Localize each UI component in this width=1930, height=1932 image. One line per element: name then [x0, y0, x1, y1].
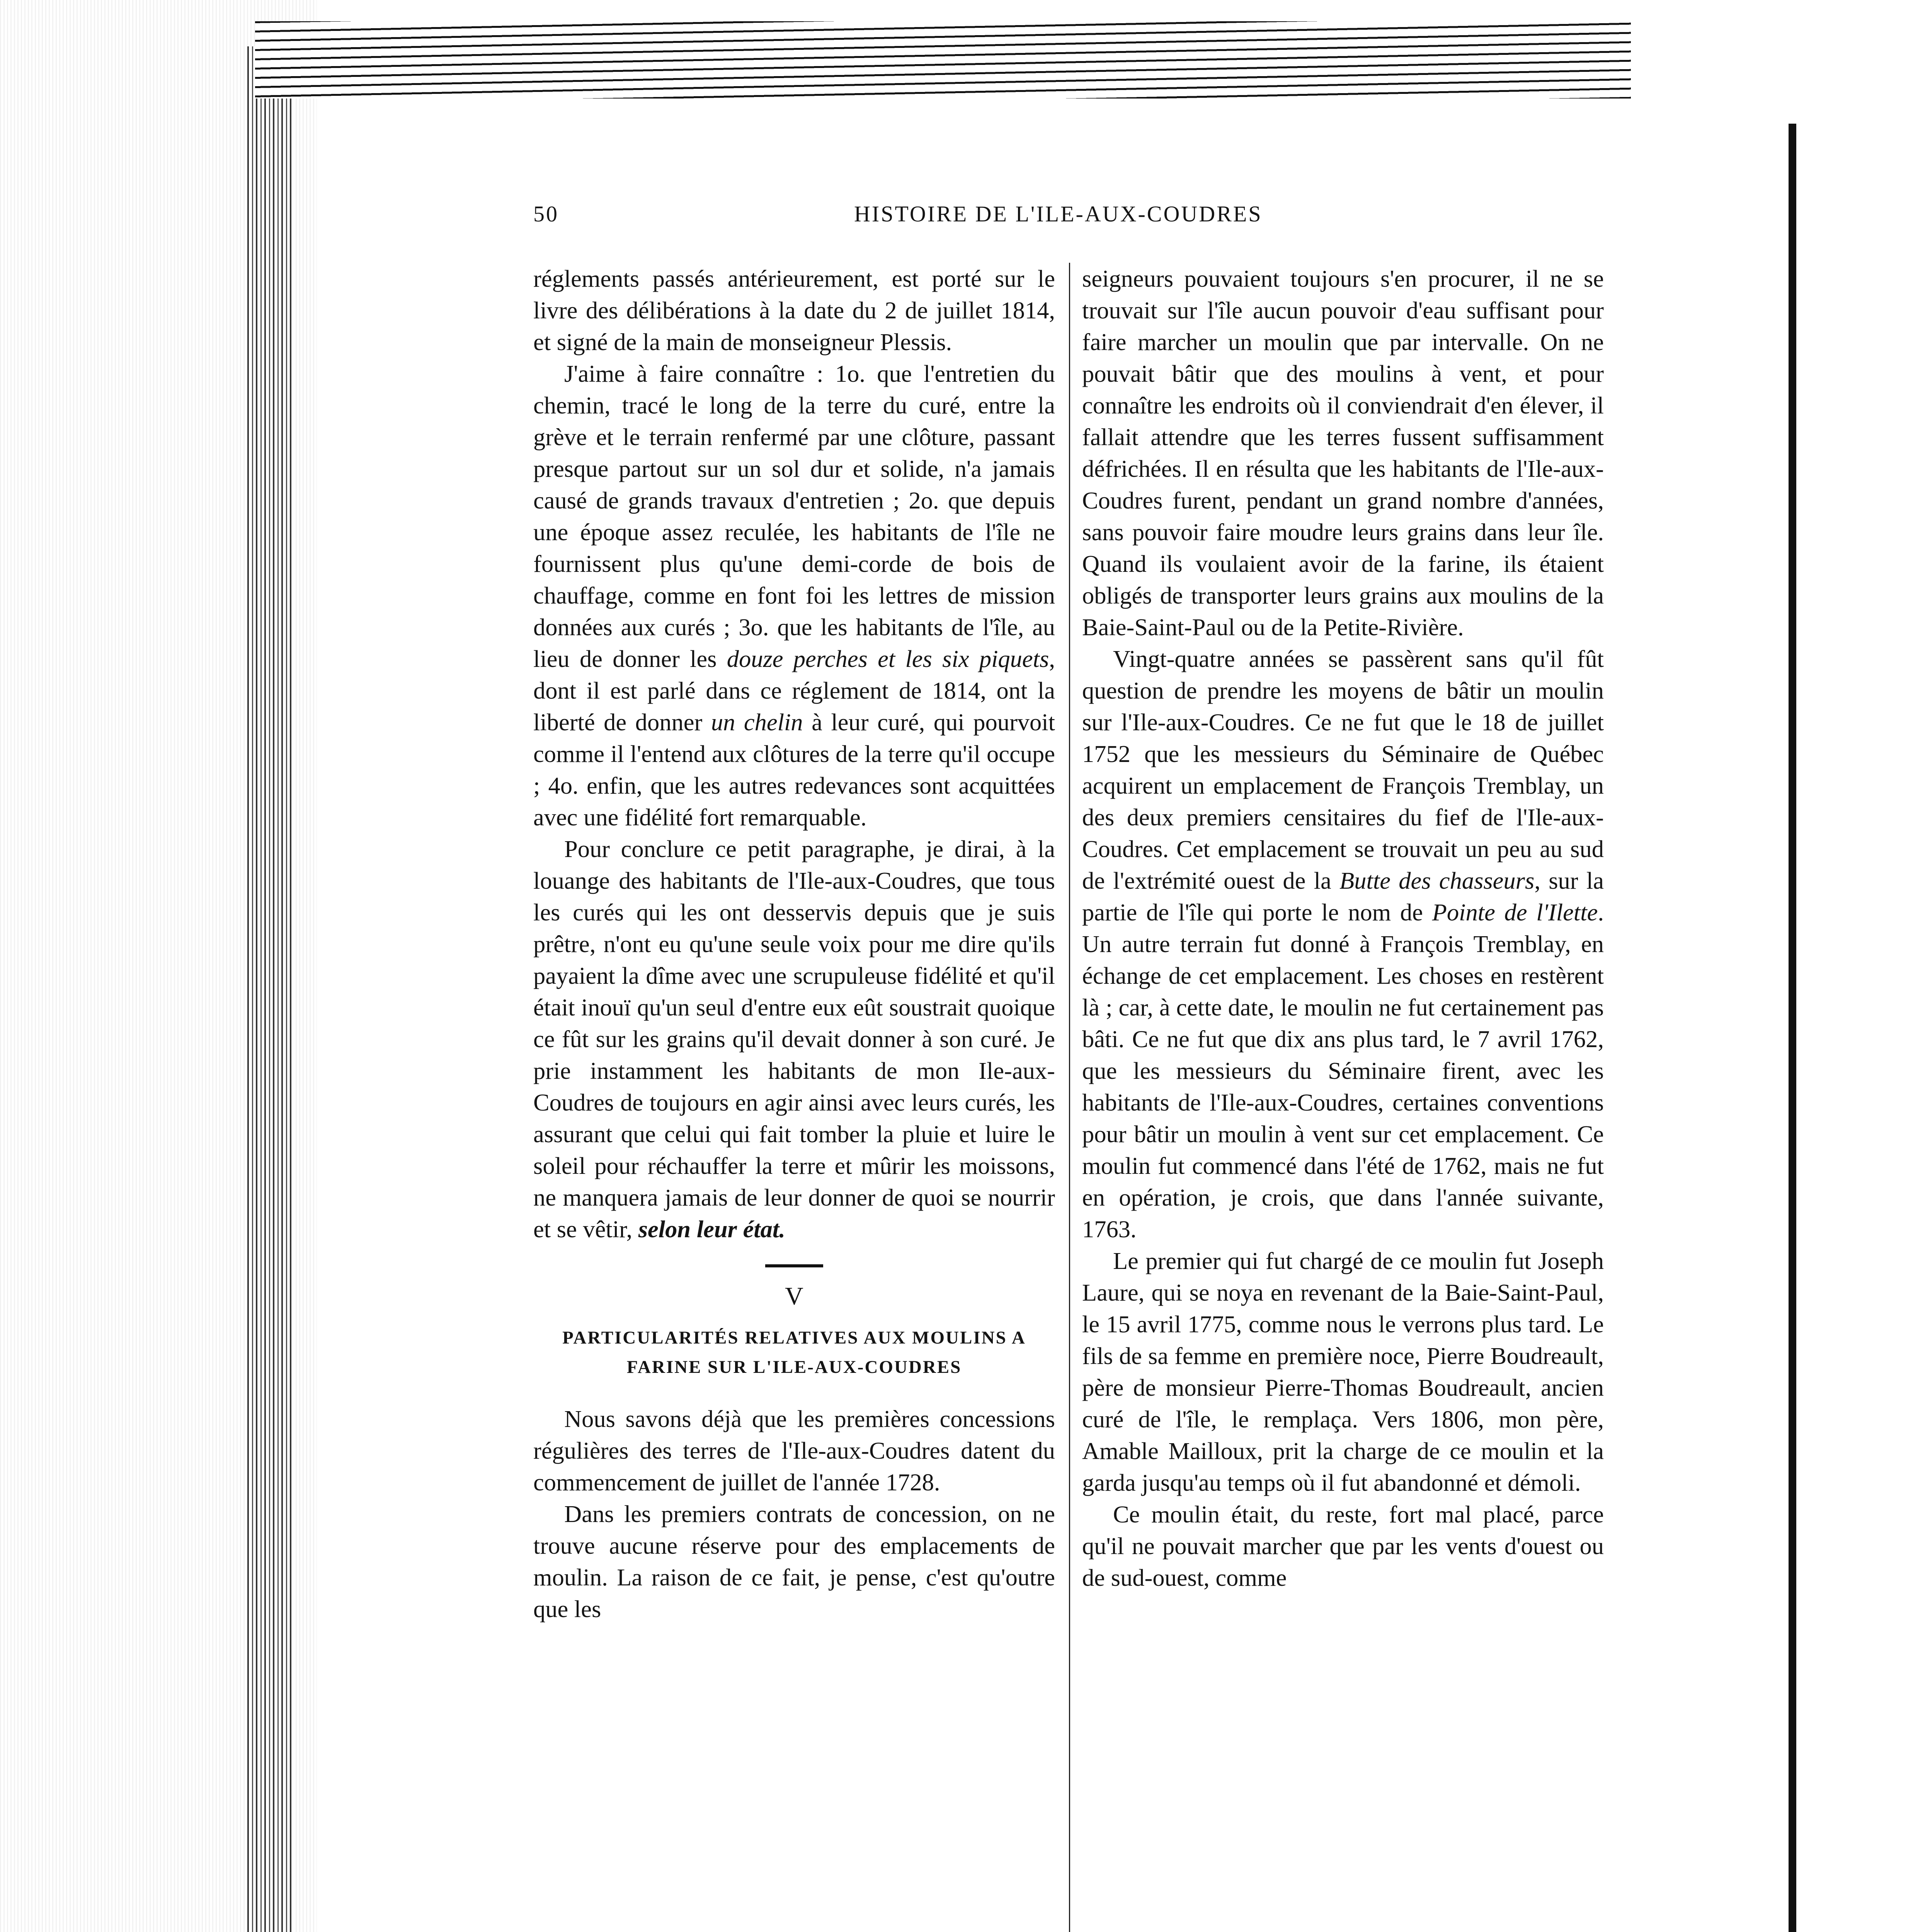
- paragraph: Nous savons déjà que les premières concessions régulières des terres de l'Ile-aux-Coudres datent du commencement de juillet de l'année 1728.: [533, 1405, 1055, 1496]
- text-run: , sur la partie de l'île qui porte le nom de: [1082, 867, 1604, 926]
- section-heading: PARTICULARITÉS RELATIVES AUX MOULINS A FARINE SUR L'ILE-AUX-COUDRES: [562, 1328, 1026, 1377]
- paragraph: seigneurs pouvaient toujours s'en procurer, il ne se trouvait sur l'île aucun pouvoir d'eau suffisant pour faire marcher un moulin que par intervalle. On ne pouvait bâtir que des moulins à vent, et pour connaître les endroits où il conviendrait d'en élever, il fallait attendre que les terres fussent suffisamment défrichées. Il en résulta que les habitants de l'Ile-aux-Coudres furent, pendant un grand nombre d'années, sans pouvoir faire moudre leurs grains dans leur île. Quand ils voulaient avoir de la farine, ils étaient obligés de transporter leurs grains aux moulins de la Baie-Saint-Paul ou de la Petite-Rivière.: [1082, 265, 1604, 641]
- section-rule: [765, 1264, 823, 1267]
- book-binding-edge: [247, 46, 294, 1932]
- running-title: HISTOIRE DE L'ILE-AUX-COUDRES: [854, 201, 1263, 226]
- paragraph: [1082, 643, 1604, 1245]
- text-run: Vingt-quatre années se passèrent sans qu'il fût question de prendre les moyens de bâtir un moulin sur l'Ile-aux-Coudres. Ce ne fut que le 18 de juillet 1752 que les messieurs du Séminaire de Québec acquirent un emplacement de François Tremblay, un des deux premiers censitaires du fief de l'Ile-aux-Coudres. Cet emplacement se trouvait un peu au sud de l'extrémité ouest de la: [1082, 645, 1604, 894]
- right-column: [1082, 263, 1604, 1594]
- section-number: V: [785, 1282, 803, 1310]
- text-run: Pour conclure ce petit paragraphe, je dirai, à la louange des habitants de l'Ile-aux-Coudres, que tous les curés qui les ont desservis depuis que je suis prêtre, n'ont eu qu'une seule voix pour me dire qu'ils payaient la dîme avec une scrupuleuse fidélité et qu'il était inouï qu'un seul d'entre eux eût soustrait quoique ce fût sur les grains qu'il devait donner à son curé. Je prie instamment les habitants de mon Ile-aux-Coudres de toujours en agir ainsi avec leurs curés, les assurant que celui qui fait tomber la pluie et luire le soleil pour réchauffer la terre et mûrir les moissons, ne manquera jamais de leur donner de quoi se nourrir et se vêtir,: [533, 835, 1055, 1243]
- italic-text: selon leur état.: [638, 1216, 785, 1243]
- italic-text: douze perches et les six piquets: [727, 645, 1049, 672]
- paragraph: Le premier qui fut chargé de ce moulin fut Joseph Laure, qui se noya en revenant de la Baie-Saint-Paul, le 15 avril 1775, comme nous le verrons plus tard. Le fils de sa femme en première noce, Pierre Boudreault, père de monsieur Pierre-Thomas Boudreault, ancien curé de l'île, le remplaça. Vers 1806, mon père, Amable Mailloux, prit la charge de ce moulin et la garda jusqu'au temps où il fut abandonné et démoli.: [1082, 1247, 1604, 1496]
- text-run: à leur curé, qui pourvoit comme il l'entend aux clôtures de la terre qu'il occupe ; 4o. enfin, que les autres redevances sont acquittées avec une fidélité fort remarquable.: [533, 709, 1055, 831]
- paragraph: [533, 833, 1055, 1245]
- text-run: . Un autre terrain fut donné à François Tremblay, en échange de cet emplacement. Les choses en restèrent là ; car, à cette date, le moulin ne fut certainement pas bâti. Ce ne fut que dix ans plus tard, le 7 avril 1762, que les messieurs du Séminaire firent, avec les habitants de l'Ile-aux-Coudres, certaines conventions pour bâtir un moulin à vent sur cet emplacement. Ce moulin fut commencé dans l'été de 1762, mais ne fut en opération, je crois, que dans l'année suivante, 1763.: [1082, 899, 1604, 1243]
- paragraph: Dans les premiers contrats de concession, on ne trouve aucune réserve pour des emplacements de moulin. La raison de ce fait, je pense, c'est qu'outre que les: [533, 1500, 1055, 1622]
- page-number: 50: [533, 201, 559, 226]
- book-page: [533, 201, 1619, 1932]
- italic-text: Pointe de l'Ilette: [1432, 899, 1598, 926]
- italic-text: un chelin: [711, 709, 803, 736]
- paragraph: Ce moulin était, du reste, fort mal placé, parce qu'il ne pouvait marcher que par les vents d'ouest ou de sud-ouest, comme: [1082, 1501, 1604, 1591]
- running-header: [533, 201, 1619, 236]
- right-page-rule: [1789, 124, 1796, 1932]
- top-page-edges: [255, 21, 1631, 99]
- column-divider: [1069, 263, 1070, 1932]
- paragraph: réglements passés antérieurement, est porté sur le livre des délibérations à la date du 2 de juillet 1814, et signé de la main de monseigneur Plessis.: [533, 265, 1055, 355]
- text-run: J'aime à faire connaître : 1o. que l'entretien du chemin, tracé le long de la terre du curé, entre la grève et le terrain renfermé par une clôture, passant presque partout sur un sol dur et solide, n'a jamais causé de grands travaux d'entretien ; 2o. que depuis une époque assez reculée, les habitants de l'île ne fournissent plus qu'une demi-corde de bois de chauffage, comme en font foi les lettres de mission données aux curés ; 3o. que les habitants de l'île, au lieu de donner les: [533, 360, 1055, 672]
- left-column: [533, 263, 1055, 1625]
- text-run: , dont il est parlé dans ce réglement de 1814, ont la liberté de donner: [533, 645, 1055, 736]
- paragraph: [533, 358, 1055, 833]
- italic-text: Butte des chasseurs: [1339, 867, 1535, 894]
